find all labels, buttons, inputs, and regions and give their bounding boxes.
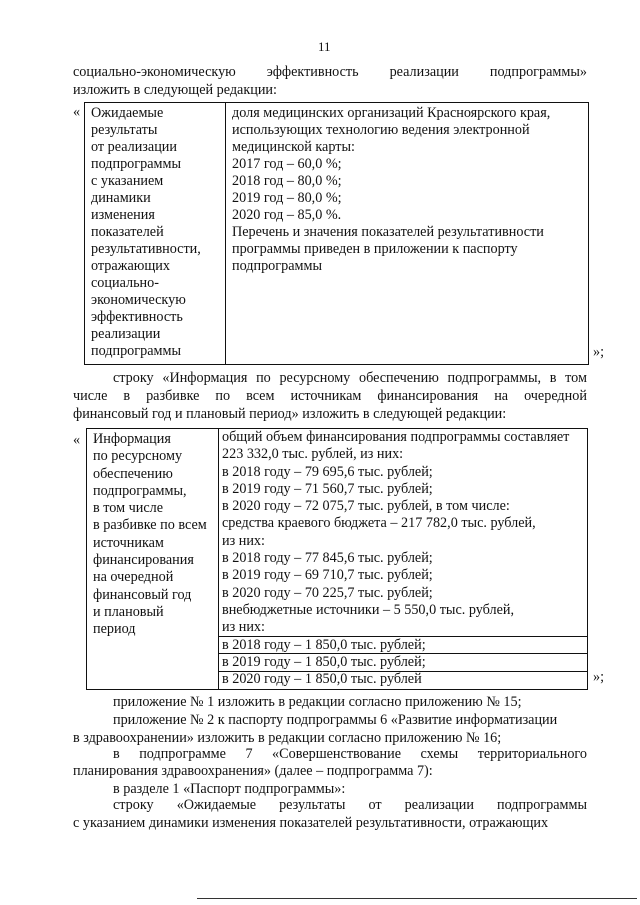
intro-line-2: изложить в следующей редакции: [73,82,277,98]
word: подпрограммы» [489,64,587,80]
after-line-6: в разделе 1 «Паспорт подпрограммы»: [113,781,346,797]
after-line-7: строку «Ожидаемые результаты от реализации подпрограммы [113,797,587,813]
table2-open-quote: « [73,432,81,448]
after-line-8: с указанием динамики изменения показателей результативности, отражающих [73,815,549,831]
table-expected-results [84,102,589,365]
page-number: 11 [318,39,331,54]
table-resource-support [86,428,588,690]
after-line-5: планирования здравоохранения» (далее – подпрограмма 7): [73,763,433,779]
word: социально-экономическую [73,64,236,80]
para2-line-1: строку «Информация по ресурсному обеспечению подпрограммы, в том [113,370,587,386]
table1-open-quote: « [73,104,81,120]
table1-right-cell: доля медицинских организаций Красноярского края, использующих технологию ведения электронной медицинской карты: 2017 год – 60,0 %; 2018 год – 80,0 %; 2019 год – 80,0 %; 2020 год – 85,0 %. Перечень и значения показателей результативности программы приведен в приложении к паспорту подпрограммы [232,105,551,274]
scan-edge-line [197,898,637,899]
table1-left-cell: Ожидаемые результаты от реализации подпрограммы с указанием динамики изменения показателей результативности, отражающих социально- экономическую эффективность реализации подпрограммы [91,105,201,359]
table2-left-cell: Информация по ресурсному обеспечению подпрограммы, в том числе в разбивке по всем источникам финансирования на очередной финансовый год и плановый период [93,431,207,638]
after-line-2: приложение № 2 к паспорту подпрограммы 6 «Развитие информатизации [113,712,558,728]
table2-right-cell: общий объем финансирования подпрограммы составляет 223 332,0 тыс. рублей, из них: в 2018 году – 79 695,6 тыс. рублей; в 2019 году – 71 560,7 тыс. рублей; в 2020 году – 72 075,7 тыс. рублей, в том числе: средства краевого бюджета – 217 782,0 тыс. рублей, из них: в 2018 году – 77 845,6 тыс. рублей; в 2019 году – 69 710,7 тыс. рублей; в 2020 году – 70 225,7 тыс. рублей; внебюджетные источники – 5 550,0 тыс. рублей, из них: в 2018 году – 1 850,0 тыс. рублей; в 2019 году – 1 850,0 тыс. рублей; в 2020 году – 1 850,0 тыс. рублей [222,429,570,688]
word: эффективность [266,64,359,80]
word: реализации [389,64,459,80]
after-line-4: в подпрограмме 7 «Совершенствование схемы территориального [113,746,587,762]
intro-line-1 [73,64,587,81]
after-line-3: в здравоохранении» изложить в редакции согласно приложению № 16; [73,730,502,746]
table2-close-quote: »; [593,669,605,685]
para2-line-2: числе в разбивке по всем источникам финансирования на очередной [73,388,587,404]
after-line-1: приложение № 1 изложить в редакции согласно приложению № 15; [113,694,522,710]
table1-close-quote: »; [593,344,605,360]
para2-line-3: финансовый год и плановый период» изложить в следующей редакции: [73,406,507,422]
